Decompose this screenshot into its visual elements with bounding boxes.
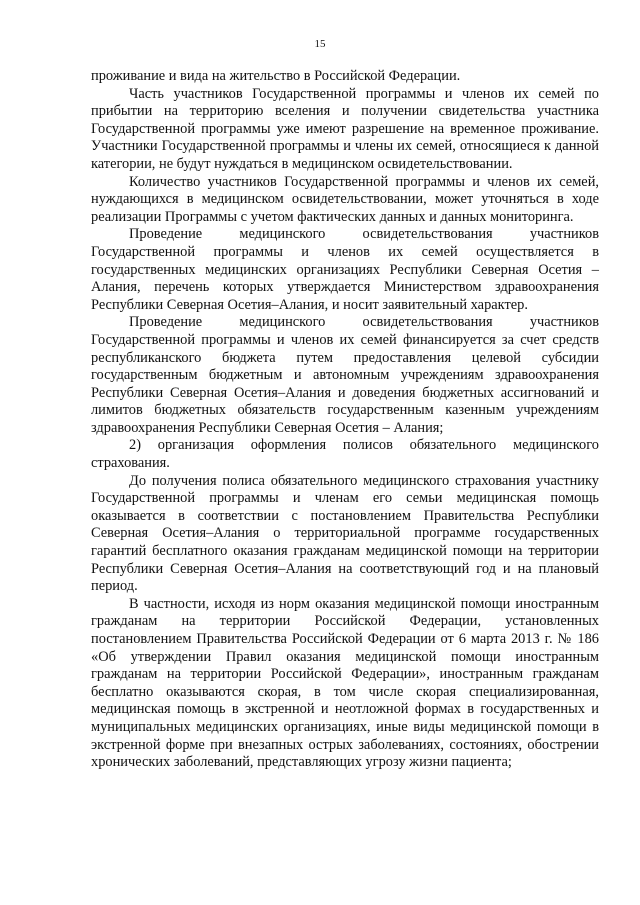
paragraph-2: Часть участников Государственной программы и членов их семей по прибытии на территорию вселения и получении свидетельства участника Государственной программы уже имеют разрешение на временное проживание. Участники Государственной программы и члены их семей, относящиеся к данной категории, не будут нуждаться в медицинском освидетельствовании.: [91, 85, 599, 172]
paragraph-4: Проведение медицинского освидетельствования участников Государственной программы и членов их семей осуществляется в государственных медицинских организациях Республики Северная Осетия –Алания, перечень которых утверждается Министерством здравоохранения Республики Северная Осетия–Алания, и носит заявительный характер.: [91, 226, 599, 313]
paragraph-3: Количество участников Государственной программы и членов их семей, нуждающихся в медицинском освидетельствовании, может уточняться в ходе реализации Программы с учетом фактических данных и данных мониторинга.: [91, 173, 599, 225]
document-body: [91, 68, 599, 772]
paragraph-8: В частности, исходя из норм оказания медицинской помощи иностранным гражданам на территории Российской Федерации, установленных постановлением Правительства Российской Федерации от 6 марта 2013 г. № 186 «Об утверждении Правил оказания медицинской помощи иностранным гражданам на территории Российской Федерации», иностранным гражданам бесплатно оказываются скорая, в том числе скорая специализированная, медицинская помощь в экстренной и неотложной формах в государственных и муниципальных медицинских организациях, иные виды медицинской помощи в экстренной форме при внезапных острых заболеваниях, состояниях, обострении хронических заболеваний, представляющих угрозу жизни пациента;: [91, 595, 599, 771]
page-number: 15: [314, 38, 326, 50]
paragraph-5: Проведение медицинского освидетельствования участников Государственной программы и членов их семей финансируется за счет средств республиканского бюджета путем предоставления целевой субсидии государственным бюджетным и автономным учреждениям здравоохранения Республики Северная Осетия–Алания и доведения бюджетных ассигнований и лимитов бюджетных обязательств государственным казенным учреждениям здравоохранения Республики Северная Осетия – Алания;: [91, 314, 599, 436]
paragraph-6: 2) организация оформления полисов обязательного медицинского страхования.: [91, 437, 599, 472]
paragraph-7: До получения полиса обязательного медицинского страхования участнику Государственной программы и членам его семьи медицинская помощь оказывается в соответствии с постановлением Правительства Республики Северная Осетия–Алания о территориальной программе государственных гарантий бесплатного оказания гражданам медицинской помощи на территории Республики Северная Осетия–Алания на соответствующий год и на плановый период.: [91, 472, 599, 595]
paragraph-1: проживание и вида на жительство в Российской Федерации.: [91, 68, 461, 84]
